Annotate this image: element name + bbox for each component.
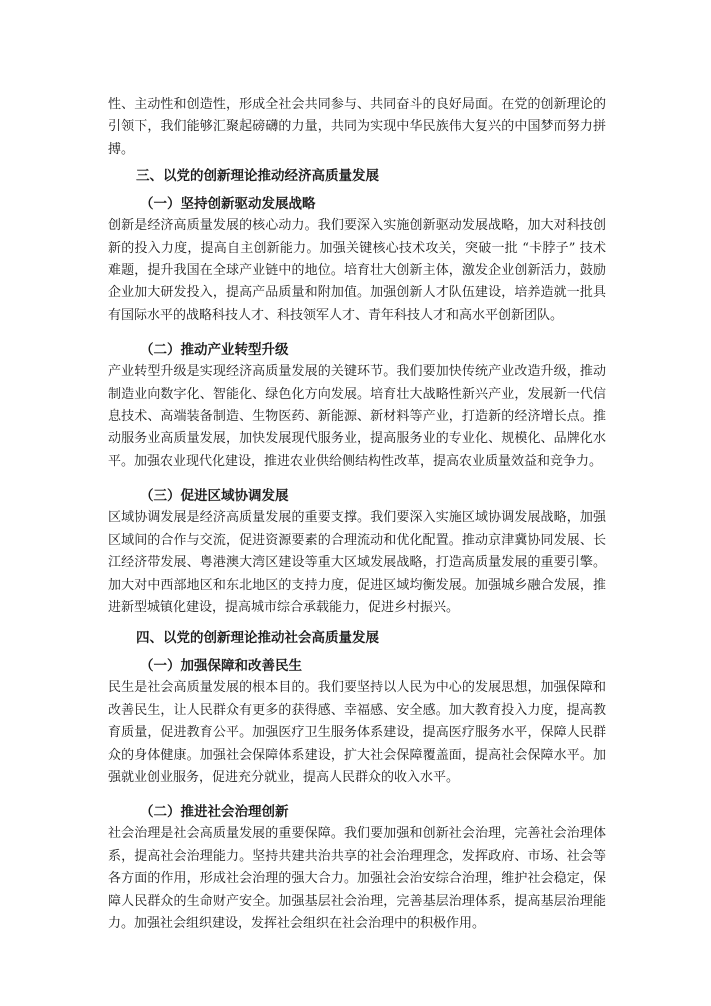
section-4-2-body: 社会治理是社会高质量发展的重要保障。我们要加强和创新社会治理，完善社会治理体系，提高社会治理能力。坚持共建共治共享的社会治理理念，发挥政府、市场、社会等各方面的作用，形成社会治理的强大合力。加强社会治安综合治理，维护社会稳定，保障人民群众的生命财产安全。加强基层社会治理，完善基层治理体系，提高基层治理能力。加强社会组织建设，发挥社会组织在社会治理中的积极作用。 (108, 826, 606, 931)
section-3-3-heading: （三）促进区域协调发展 (140, 488, 289, 505)
section-3-1-body: 创新是经济高质量发展的核心动力。我们要深入实施创新驱动发展战略，加大对科技创新的投入力度，提高自主创新能力。加强关键核心技术攻关，突破一批 “卡脖子” 技术难题，提升我国在全球产业链中的地位。培育壮大创新主体，激发企业创新活力，鼓励企业加大研发投入，提高产品质量和附加值。加强创新人才队伍建设，培养造就一批具有国际水平的战略科技人才、科技领军人才、青年科技人才和高水平创新团队。 (108, 218, 606, 323)
intro-paragraph: 性、主动性和创造性，形成全社会共同参与、共同奋斗的良好局面。在党的创新理论的引领下，我们能够汇聚起磅礴的力量，共同为实现中华民族伟大复兴的中国梦而努力拼搏。 (108, 97, 606, 157)
section-3-2-heading: （二）推动产业转型升级 (140, 342, 289, 359)
section-4-2-heading: （二）推进社会治理创新 (140, 804, 289, 821)
document-page (108, 94, 606, 935)
section-3-2-body: 产业转型升级是实现经济高质量发展的关键环节。我们要加快传统产业改造升级，推动制造业向数字化、智能化、绿色化方向发展。培育壮大战略性新兴产业，发展新一代信息技术、高端装备制造、生物医药、新能源、新材料等产业，打造新的经济增长点。推动服务业高质量发展，加快发展现代服务业，提高服务业的专业化、规模化、品牌化水平。加强农业现代化建设，推进农业供给侧结构性改革，提高农业质量效益和竞争力。 (108, 364, 606, 469)
section-3-3-body: 区域协调发展是经济高质量发展的重要支撑。我们要深入实施区域协调发展战略，加强区域间的合作与交流，促进资源要素的合理流动和优化配置。推动京津冀协同发展、长江经济带发展、粤港澳大湾区建设等重大区域发展战略，打造高质量发展的重要引擎。加大对中西部地区和东北地区的支持力度，促进区域均衡发展。加强城乡融合发展，推进新型城镇化建设，提高城市综合承载能力，促进乡村振兴。 (108, 510, 606, 615)
section-3-heading: 三、以党的创新理论推动经济高质量发展 (136, 168, 379, 185)
section-4-1-heading: （一）加强保障和改善民生 (140, 658, 302, 675)
section-4-1-body: 民生是社会高质量发展的根本目的。我们要坚持以人民为中心的发展思想，加强保障和改善民生，让人民群众有更多的获得感、幸福感、安全感。加大教育投入力度，提高教育质量，促进教育公平。加强医疗卫生服务体系建设，提高医疗服务水平，保障人民群众的身体健康。加强社会保障体系建设，扩大社会保障覆盖面，提高社会保障水平。加强就业创业服务，促进充分就业，提高人民群众的收入水平。 (108, 680, 606, 785)
section-3-1-heading: （一）坚持创新驱动发展战略 (140, 196, 316, 213)
section-4-heading: 四、以党的创新理论推动社会高质量发展 (136, 630, 379, 647)
